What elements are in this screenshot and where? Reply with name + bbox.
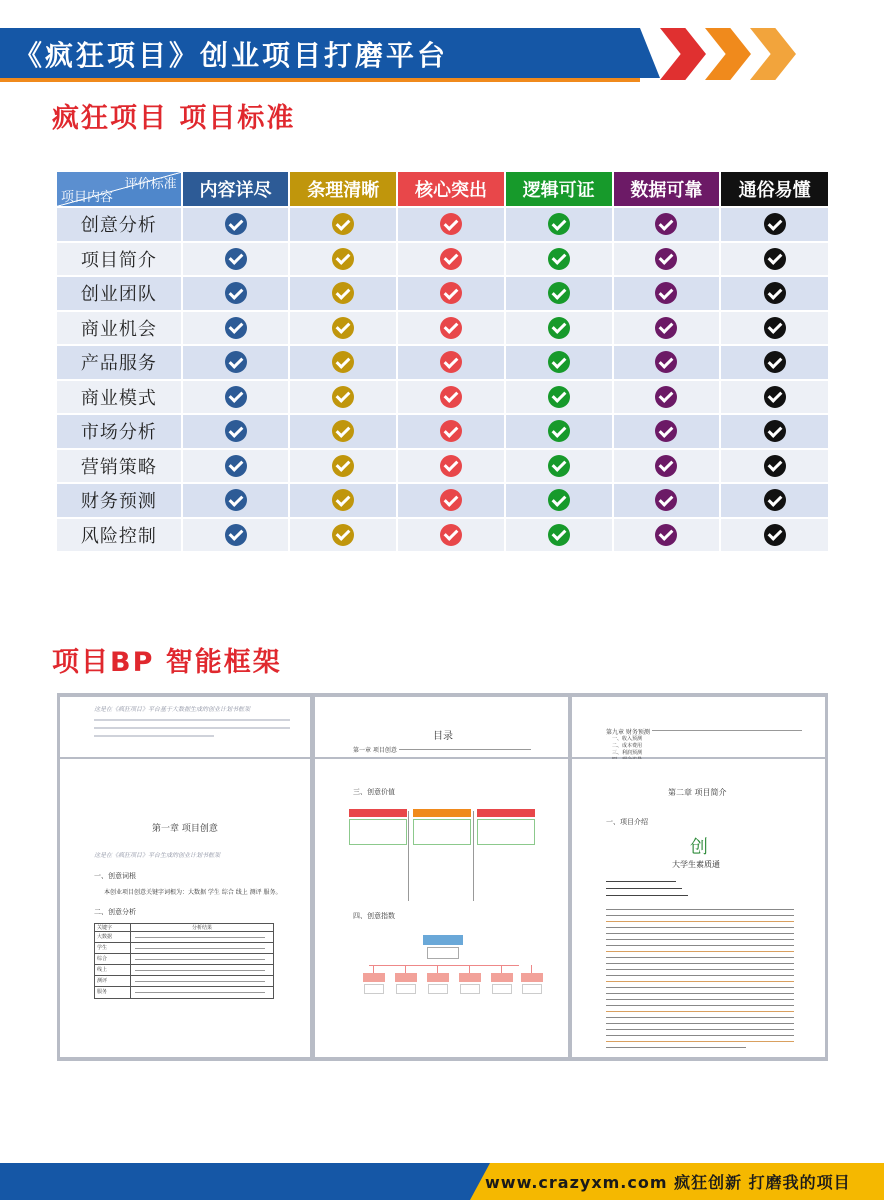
- check-circle-icon: [225, 489, 247, 511]
- table-cell: [614, 381, 720, 414]
- table-cell: [290, 346, 396, 379]
- table-cell: [398, 484, 504, 517]
- check-circle-icon: [332, 248, 354, 270]
- table-cell: [721, 484, 828, 517]
- creative-index-heading: 四、创意指数: [353, 912, 395, 920]
- check-circle-icon: [440, 420, 462, 442]
- check-circle-icon: [440, 386, 462, 408]
- check-circle-icon: [440, 351, 462, 373]
- check-circle-icon: [655, 351, 677, 373]
- text-line: [606, 957, 794, 958]
- table-row: [57, 312, 828, 345]
- check-circle-icon: [655, 420, 677, 442]
- table-cell: [398, 519, 504, 552]
- footer-bar: [0, 1163, 884, 1200]
- check-circle-icon: [655, 524, 677, 546]
- table-cell: [398, 312, 504, 345]
- table-cell: [721, 519, 828, 552]
- value-card: [349, 819, 407, 845]
- table-cell: [506, 243, 612, 276]
- table-cell: [183, 277, 289, 310]
- chapter1-analysis-table: [94, 923, 274, 999]
- row-label: 商业模式: [57, 381, 181, 414]
- row-label: 商业机会: [57, 312, 181, 345]
- text-line: [135, 970, 265, 971]
- check-circle-icon: [764, 282, 786, 304]
- check-circle-icon: [225, 282, 247, 304]
- check-circle-icon: [764, 489, 786, 511]
- check-circle-icon: [332, 420, 354, 442]
- column-header: 核心突出: [398, 172, 504, 206]
- row-label: 风险控制: [57, 519, 181, 552]
- check-circle-icon: [764, 420, 786, 442]
- chapter1-section2: 二、创意分析: [94, 908, 136, 916]
- table-cell: [614, 484, 720, 517]
- table-cell: [183, 484, 289, 517]
- table-cell: [506, 484, 612, 517]
- text-line: [606, 939, 794, 940]
- check-circle-icon: [655, 489, 677, 511]
- mindmap-connector: [501, 965, 502, 973]
- table-corner-cell: [57, 172, 181, 206]
- check-circle-icon: [655, 282, 677, 304]
- mindmap-root: [423, 935, 463, 945]
- bp-page-chapter1: [60, 759, 310, 1057]
- mindmap-node: [459, 973, 481, 982]
- analysis-table-row: [95, 976, 273, 987]
- check-circle-icon: [440, 455, 462, 477]
- table-cell: [183, 415, 289, 448]
- analysis-key: 测评: [95, 976, 131, 986]
- table-cell: [398, 450, 504, 483]
- section-heading-standards: 疯狂项目 项目标准: [52, 103, 296, 134]
- table-cell: [506, 450, 612, 483]
- column-header: 内容详尽: [183, 172, 289, 206]
- check-circle-icon: [548, 420, 570, 442]
- check-circle-icon: [548, 248, 570, 270]
- header-banner: [0, 28, 700, 78]
- mindmap-node-caption: [364, 984, 384, 994]
- check-circle-icon: [225, 351, 247, 373]
- chapter2-title: 第二章 项目简介: [668, 788, 727, 797]
- project-logo-icon: 创: [690, 837, 708, 858]
- analysis-table-rows: [95, 932, 273, 998]
- analysis-table-row: [95, 965, 273, 976]
- check-circle-icon: [225, 524, 247, 546]
- analysis-result: [131, 987, 273, 998]
- table-row: [57, 208, 828, 241]
- table-cell: [614, 415, 720, 448]
- check-circle-icon: [332, 455, 354, 477]
- table-cell: [506, 415, 612, 448]
- text-line: [135, 948, 265, 949]
- text-line: [606, 975, 794, 976]
- standards-table: [57, 172, 828, 551]
- table-cell: [721, 277, 828, 310]
- check-circle-icon: [225, 386, 247, 408]
- table-cell: [183, 243, 289, 276]
- divider: [473, 811, 474, 901]
- text-line: [94, 727, 290, 729]
- analysis-key: 综合: [95, 954, 131, 964]
- table-cell: [614, 450, 720, 483]
- row-label: 财务预测: [57, 484, 181, 517]
- toc-entry: 第一章 项目创意: [353, 747, 397, 754]
- text-line: [135, 992, 265, 993]
- table-row: [57, 450, 828, 483]
- text-line: [606, 981, 794, 982]
- table-cell: [506, 346, 612, 379]
- analysis-table-row: [95, 954, 273, 965]
- row-label: 项目简介: [57, 243, 181, 276]
- text-line: [606, 963, 794, 964]
- check-circle-icon: [548, 386, 570, 408]
- column-header: 逻辑可证: [506, 172, 612, 206]
- check-circle-icon: [440, 213, 462, 235]
- table-cell: [183, 450, 289, 483]
- table-cell: [721, 415, 828, 448]
- text-line: [606, 933, 794, 934]
- check-circle-icon: [440, 489, 462, 511]
- bp-page-intro-back: [60, 697, 310, 757]
- table-cell: [506, 208, 612, 241]
- table-cell: [721, 381, 828, 414]
- table-cell: [614, 346, 720, 379]
- mindmap-connector: [469, 965, 470, 973]
- text-line: [606, 909, 794, 910]
- bp-page-creative: [315, 759, 568, 1057]
- text-line: [606, 1035, 794, 1036]
- table-cell: [614, 277, 720, 310]
- check-circle-icon: [332, 282, 354, 304]
- table-row: [57, 346, 828, 379]
- chapter1-italic-note: 这是在《疯狂项目》平台生成的创业计划书框架: [94, 852, 221, 859]
- mindmap-node: [363, 973, 385, 982]
- analysis-key: 服务: [95, 987, 131, 998]
- project-logo-name: 大学生素质通: [672, 860, 720, 869]
- analysis-result: [131, 932, 273, 942]
- text-line: [135, 959, 265, 960]
- chevron-right-icon: [750, 28, 796, 80]
- text-line: [135, 981, 265, 982]
- analysis-table-row: [95, 943, 273, 954]
- toc-entry: 第九章 财务预测: [606, 729, 650, 736]
- mindmap-node-caption: [396, 984, 416, 994]
- section-heading-bp: 项目BP 智能框架: [52, 647, 282, 678]
- text-line: [606, 1029, 794, 1030]
- table-cell: [398, 346, 504, 379]
- check-circle-icon: [225, 455, 247, 477]
- check-circle-icon: [655, 386, 677, 408]
- table-cell: [721, 312, 828, 345]
- text-line: [606, 1005, 794, 1006]
- toc-leader-line: [399, 749, 531, 750]
- chapter1-title: 第一章 项目创意: [152, 824, 218, 834]
- check-circle-icon: [764, 317, 786, 339]
- check-circle-icon: [655, 455, 677, 477]
- check-circle-icon: [225, 248, 247, 270]
- table-row: [57, 243, 828, 276]
- toc-leader-line: [652, 730, 802, 731]
- analysis-result: [131, 976, 273, 986]
- mindmap-node-caption: [492, 984, 512, 994]
- mindmap-node: [427, 973, 449, 982]
- table-cell: [183, 312, 289, 345]
- text-line: [606, 951, 794, 952]
- text-line: [606, 993, 794, 994]
- analysis-table-row: [95, 987, 273, 998]
- bp-page-toc: [315, 697, 568, 757]
- text-line: [606, 1047, 746, 1048]
- creative-value-heading: 三、创意价值: [353, 788, 395, 796]
- text-line: [606, 1017, 794, 1018]
- check-circle-icon: [655, 213, 677, 235]
- check-circle-icon: [440, 282, 462, 304]
- mindmap-connector: [531, 965, 532, 973]
- footer-text: www.crazyxm.com 疯狂创新 打磨我的项目: [485, 1173, 851, 1192]
- value-card-header: [349, 809, 407, 817]
- analysis-result: [131, 943, 273, 953]
- table-cell: [506, 381, 612, 414]
- header-title: 《疯狂项目》创业项目打磨平台: [14, 39, 449, 72]
- mindmap-node: [521, 973, 543, 982]
- row-label: 营销策略: [57, 450, 181, 483]
- text-line: [606, 969, 794, 970]
- mindmap-node: [491, 973, 513, 982]
- intro-italic-text: 这是在《疯狂项目》平台基于大数据生成的创业计划书框架: [94, 706, 251, 713]
- text-line: [606, 881, 676, 882]
- check-circle-icon: [764, 455, 786, 477]
- mindmap-root-caption: [427, 947, 459, 959]
- table-cell: [290, 484, 396, 517]
- mindmap-connector: [405, 965, 406, 973]
- check-circle-icon: [225, 213, 247, 235]
- row-label: 产品服务: [57, 346, 181, 379]
- toc-entry: 二、成本费用: [612, 743, 643, 749]
- check-circle-icon: [548, 351, 570, 373]
- table-cell: [398, 381, 504, 414]
- table-cell: [398, 415, 504, 448]
- toc-entry: 三、利润预测: [612, 750, 643, 756]
- check-circle-icon: [764, 524, 786, 546]
- check-circle-icon: [332, 524, 354, 546]
- check-circle-icon: [440, 317, 462, 339]
- check-circle-icon: [655, 317, 677, 339]
- table-row: [57, 277, 828, 310]
- mindmap-node-caption: [460, 984, 480, 994]
- table-cell: [290, 243, 396, 276]
- table-cell: [183, 208, 289, 241]
- table-cell: [506, 519, 612, 552]
- analysis-key: 学生: [95, 943, 131, 953]
- check-circle-icon: [332, 213, 354, 235]
- table-cell: [398, 208, 504, 241]
- mindmap-connector: [373, 965, 374, 973]
- table-row: [57, 381, 828, 414]
- check-circle-icon: [655, 248, 677, 270]
- table-cell: [398, 243, 504, 276]
- analysis-key: 大数据: [95, 932, 131, 942]
- text-line: [606, 999, 794, 1000]
- corner-label-criteria: 评价标准: [124, 177, 177, 192]
- check-circle-icon: [548, 317, 570, 339]
- check-circle-icon: [332, 386, 354, 408]
- table-cell: [614, 243, 720, 276]
- table-cell: [290, 381, 396, 414]
- chapter1-section1: 一、创意词根: [94, 872, 136, 880]
- check-circle-icon: [548, 282, 570, 304]
- check-circle-icon: [764, 213, 786, 235]
- value-card: [413, 819, 471, 845]
- table-cell: [290, 208, 396, 241]
- check-circle-icon: [764, 248, 786, 270]
- text-line: [606, 987, 794, 988]
- value-card: [477, 819, 535, 845]
- table-row: [57, 519, 828, 552]
- table-cell: [398, 277, 504, 310]
- column-header: 数据可靠: [614, 172, 720, 206]
- table-cell: [721, 346, 828, 379]
- check-circle-icon: [332, 351, 354, 373]
- table-cell: [183, 346, 289, 379]
- text-line: [606, 895, 688, 896]
- mindmap-node: [395, 973, 417, 982]
- text-line: [606, 1011, 794, 1012]
- text-line: [606, 921, 794, 922]
- column-header: 通俗易懂: [721, 172, 828, 206]
- check-circle-icon: [764, 386, 786, 408]
- text-line: [606, 945, 794, 946]
- analysis-table-header: [95, 924, 273, 932]
- check-circle-icon: [548, 524, 570, 546]
- analysis-result: [131, 965, 273, 975]
- check-circle-icon: [225, 420, 247, 442]
- analysis-key: 线上: [95, 965, 131, 975]
- text-line: [606, 888, 682, 889]
- table-cell: [506, 277, 612, 310]
- check-circle-icon: [548, 455, 570, 477]
- value-card-header: [477, 809, 535, 817]
- text-line: [94, 735, 214, 737]
- column-header: 条理清晰: [290, 172, 396, 206]
- text-line: [606, 1041, 794, 1042]
- row-label: 创业团队: [57, 277, 181, 310]
- mindmap-branch-line: [369, 965, 519, 966]
- check-circle-icon: [332, 317, 354, 339]
- table-cell: [290, 312, 396, 345]
- divider: [408, 811, 409, 901]
- row-label: 创意分析: [57, 208, 181, 241]
- text-line: [94, 719, 290, 721]
- analysis-header-key: 关键字: [95, 924, 131, 931]
- check-circle-icon: [332, 489, 354, 511]
- chevron-right-icon: [705, 28, 751, 80]
- table-cell: [614, 208, 720, 241]
- mindmap-node-caption: [522, 984, 542, 994]
- mindmap-connector: [437, 965, 438, 973]
- check-circle-icon: [440, 248, 462, 270]
- value-card-header: [413, 809, 471, 817]
- toc-entry: 一、收入预测: [612, 736, 643, 742]
- chapter1-roots: 本创业项目创意关键字词根为：大数据 学生 综合 线上 测评 服务。: [104, 889, 282, 896]
- text-line: [606, 915, 794, 916]
- table-cell: [614, 519, 720, 552]
- table-body: [57, 208, 828, 551]
- table-cell: [721, 450, 828, 483]
- table-cell: [614, 312, 720, 345]
- mindmap-node-caption: [428, 984, 448, 994]
- toc-title: 目录: [433, 731, 453, 742]
- corner-label-content: 项目内容: [61, 190, 114, 205]
- row-label: 市场分析: [57, 415, 181, 448]
- chapter2-section1: 一、项目介绍: [606, 818, 648, 826]
- check-circle-icon: [764, 351, 786, 373]
- table-row: [57, 484, 828, 517]
- bp-preview: [57, 693, 828, 1061]
- check-circle-icon: [440, 524, 462, 546]
- header-accent-line: [0, 78, 640, 82]
- table-cell: [721, 208, 828, 241]
- table-header-row: [57, 172, 828, 206]
- text-line: [606, 927, 794, 928]
- table-cell: [183, 519, 289, 552]
- check-circle-icon: [548, 489, 570, 511]
- bp-page-toc-finance: [572, 697, 825, 757]
- table-cell: [290, 450, 396, 483]
- table-cell: [290, 277, 396, 310]
- text-line: [135, 937, 265, 938]
- analysis-header-result: 分析结果: [191, 925, 212, 931]
- table-cell: [183, 381, 289, 414]
- check-circle-icon: [548, 213, 570, 235]
- analysis-table-row: [95, 932, 273, 943]
- check-circle-icon: [225, 317, 247, 339]
- analysis-result: [131, 954, 273, 964]
- table-cell: [506, 312, 612, 345]
- text-line: [606, 1023, 794, 1024]
- table-cell: [290, 519, 396, 552]
- table-cell: [721, 243, 828, 276]
- table-cell: [290, 415, 396, 448]
- table-row: [57, 415, 828, 448]
- bp-page-chapter2: [572, 759, 825, 1057]
